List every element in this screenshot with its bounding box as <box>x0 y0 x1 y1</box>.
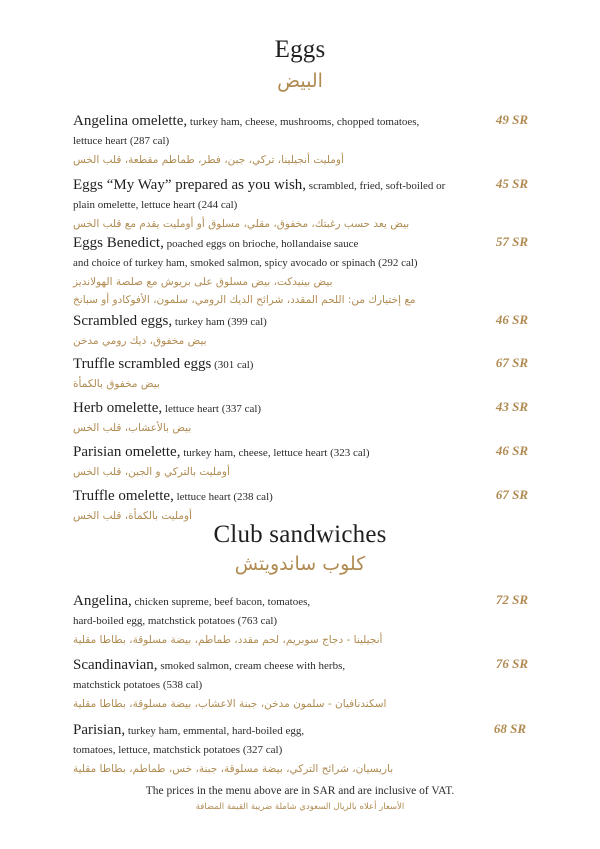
menu-item-truffle-scrambled-eggs <box>73 355 528 393</box>
item-price: 68 SR <box>493 721 526 736</box>
club-section-title-ar: كلوب ساندويتش <box>234 553 366 575</box>
item-description: turkey ham, cheese, lettuce heart <box>180 447 328 459</box>
item-calories: (292 cal) <box>375 257 418 269</box>
item-calories: (244 cal) <box>195 199 238 211</box>
item-price: 46 SR <box>495 443 528 458</box>
item-price: 45 SR <box>495 176 528 191</box>
item-description: turkey ham <box>172 316 225 328</box>
item-calories: (337 cal) <box>218 403 262 415</box>
item-name: Parisian omelette, <box>73 444 181 460</box>
item-price: 67 SR <box>495 355 528 370</box>
item-name: Scrambled eggs, <box>73 313 173 329</box>
vat-note: The prices in the menu above are in SAR and are inclusive of VAT. <box>145 785 455 797</box>
item-name: Eggs “My Way” prepared as you wish, <box>73 177 307 193</box>
item-calories: (301 cal) <box>211 359 254 371</box>
item-description-cont: and choice of turkey ham, smoked salmon, spicy avocado or spinach <box>73 257 376 269</box>
item-description: turkey ham, cheese, mushrooms, chopped tomatoes, <box>187 116 420 128</box>
item-name: Scandinavian, <box>73 657 158 673</box>
item-calories: (238 cal) <box>230 491 273 503</box>
menu-item-club-angelina <box>73 592 528 649</box>
item-description: lettuce heart <box>162 403 219 415</box>
item-price: 46 SR <box>495 312 528 327</box>
item-price: 43 SR <box>495 399 528 414</box>
menu-item-eggs-benedict <box>73 234 528 309</box>
menu-item-club-parisian <box>73 721 528 778</box>
item-calories: (538 cal) <box>160 679 203 691</box>
menu-item-club-scandinavian <box>73 656 528 713</box>
item-name: Parisian, <box>73 722 126 738</box>
item-arabic: أومليت بالكمأة، قلب الخس <box>73 510 192 522</box>
item-calories: (399 cal) <box>224 316 267 328</box>
item-arabic: بيض بينيدكت، بيض مسلوق على بريوش مع صلصة الهولانديز <box>73 276 333 288</box>
item-description: scrambled, fried, soft-boiled or <box>306 180 446 192</box>
item-description: turkey ham, emmental, hard-boiled egg, <box>125 725 305 737</box>
item-calories: (763 cal) <box>234 615 278 627</box>
item-calories: (287 cal) <box>127 135 170 147</box>
item-description: smoked salmon, cream cheese with herbs, <box>157 660 346 672</box>
item-description-cont: lettuce heart <box>73 135 128 147</box>
item-price: 67 SR <box>495 487 528 502</box>
menu-item-scrambled-eggs <box>73 312 528 350</box>
item-calories: (323 cal) <box>327 447 370 459</box>
club-section-title: Club sandwiches <box>213 521 387 548</box>
item-description-cont: matchstick potatoes <box>73 679 161 691</box>
item-arabic: باريسيان، شرائح التركي، بيضة مسلوقة، جبنة، خس، طماطم، بطاطا مقلية <box>73 763 394 775</box>
vat-note-ar: الأسعار أعلاه بالريال السعودي شاملة ضريبة القيمة المضافة <box>195 802 405 812</box>
item-description-cont: hard-boiled egg, matchstick potatoes <box>73 615 235 627</box>
item-description: poached eggs on brioche, hollandaise sauce <box>163 238 359 250</box>
menu-item-parisian-omelette <box>73 443 528 481</box>
item-arabic: أومليت أنجيلينا، تركي، جبن، فطر، طماطم مقطعة، قلب الخس <box>73 154 344 166</box>
item-description: chicken supreme, beef bacon, tomatoes, <box>131 596 311 608</box>
item-arabic: بيض بالأعشاب، قلب الخس <box>73 422 192 434</box>
menu-item-angelina-omelette <box>73 112 528 169</box>
menu-item-eggs-my-way <box>73 176 528 233</box>
item-arabic: اسكندنافيان - سلمون مدخن، جبنة الاعشاب، بيضة مسلوقة، بطاطا مقلية <box>73 698 387 710</box>
item-name: Angelina omelette, <box>73 113 188 129</box>
item-price: 57 SR <box>495 234 528 249</box>
item-arabic: بيض مخفوق، ديك رومي مدخن <box>73 335 207 347</box>
item-description: lettuce heart <box>173 491 231 503</box>
item-name: Truffle scrambled eggs <box>73 356 212 372</box>
item-name: Eggs Benedict, <box>73 235 164 251</box>
menu-item-truffle-omelette <box>73 487 528 525</box>
item-name: Herb omelette, <box>73 400 163 416</box>
item-calories: (327 cal) <box>240 744 283 756</box>
item-arabic: أومليت بالتركي و الجبن، قلب الخس <box>73 466 230 478</box>
eggs-section-title-ar: البيض <box>277 70 323 92</box>
item-arabic: بيض مخفوق بالكمأة <box>73 378 160 390</box>
item-arabic: بيض يعد حسب رغبتك، مخفوق، مقلي، مسلوق أو أومليت يقدم مع قلب الخس <box>73 218 410 230</box>
item-name: Truffle omelette, <box>73 488 174 504</box>
item-description-cont: tomatoes, lettuce, matchstick potatoes <box>73 744 241 756</box>
item-name: Angelina, <box>73 593 132 609</box>
item-price: 49 SR <box>495 112 528 127</box>
item-arabic-cont: مع إختيارك من: اللحم المقدد، شرائح الديك الرومي، سلمون، الأفوكادو أو سبانخ <box>73 294 416 306</box>
item-price: 72 SR <box>495 592 528 607</box>
item-arabic: أنجيلينا - دجاج سوبريم، لحم مقدد، طماطم، بيضة مسلوقة، بطاطا مقلية <box>73 634 383 646</box>
eggs-section-title: Eggs <box>274 36 326 63</box>
item-price: 76 SR <box>495 656 528 671</box>
menu-item-herb-omelette <box>73 399 528 437</box>
item-description-cont: plain omelette, lettuce heart <box>73 199 196 211</box>
